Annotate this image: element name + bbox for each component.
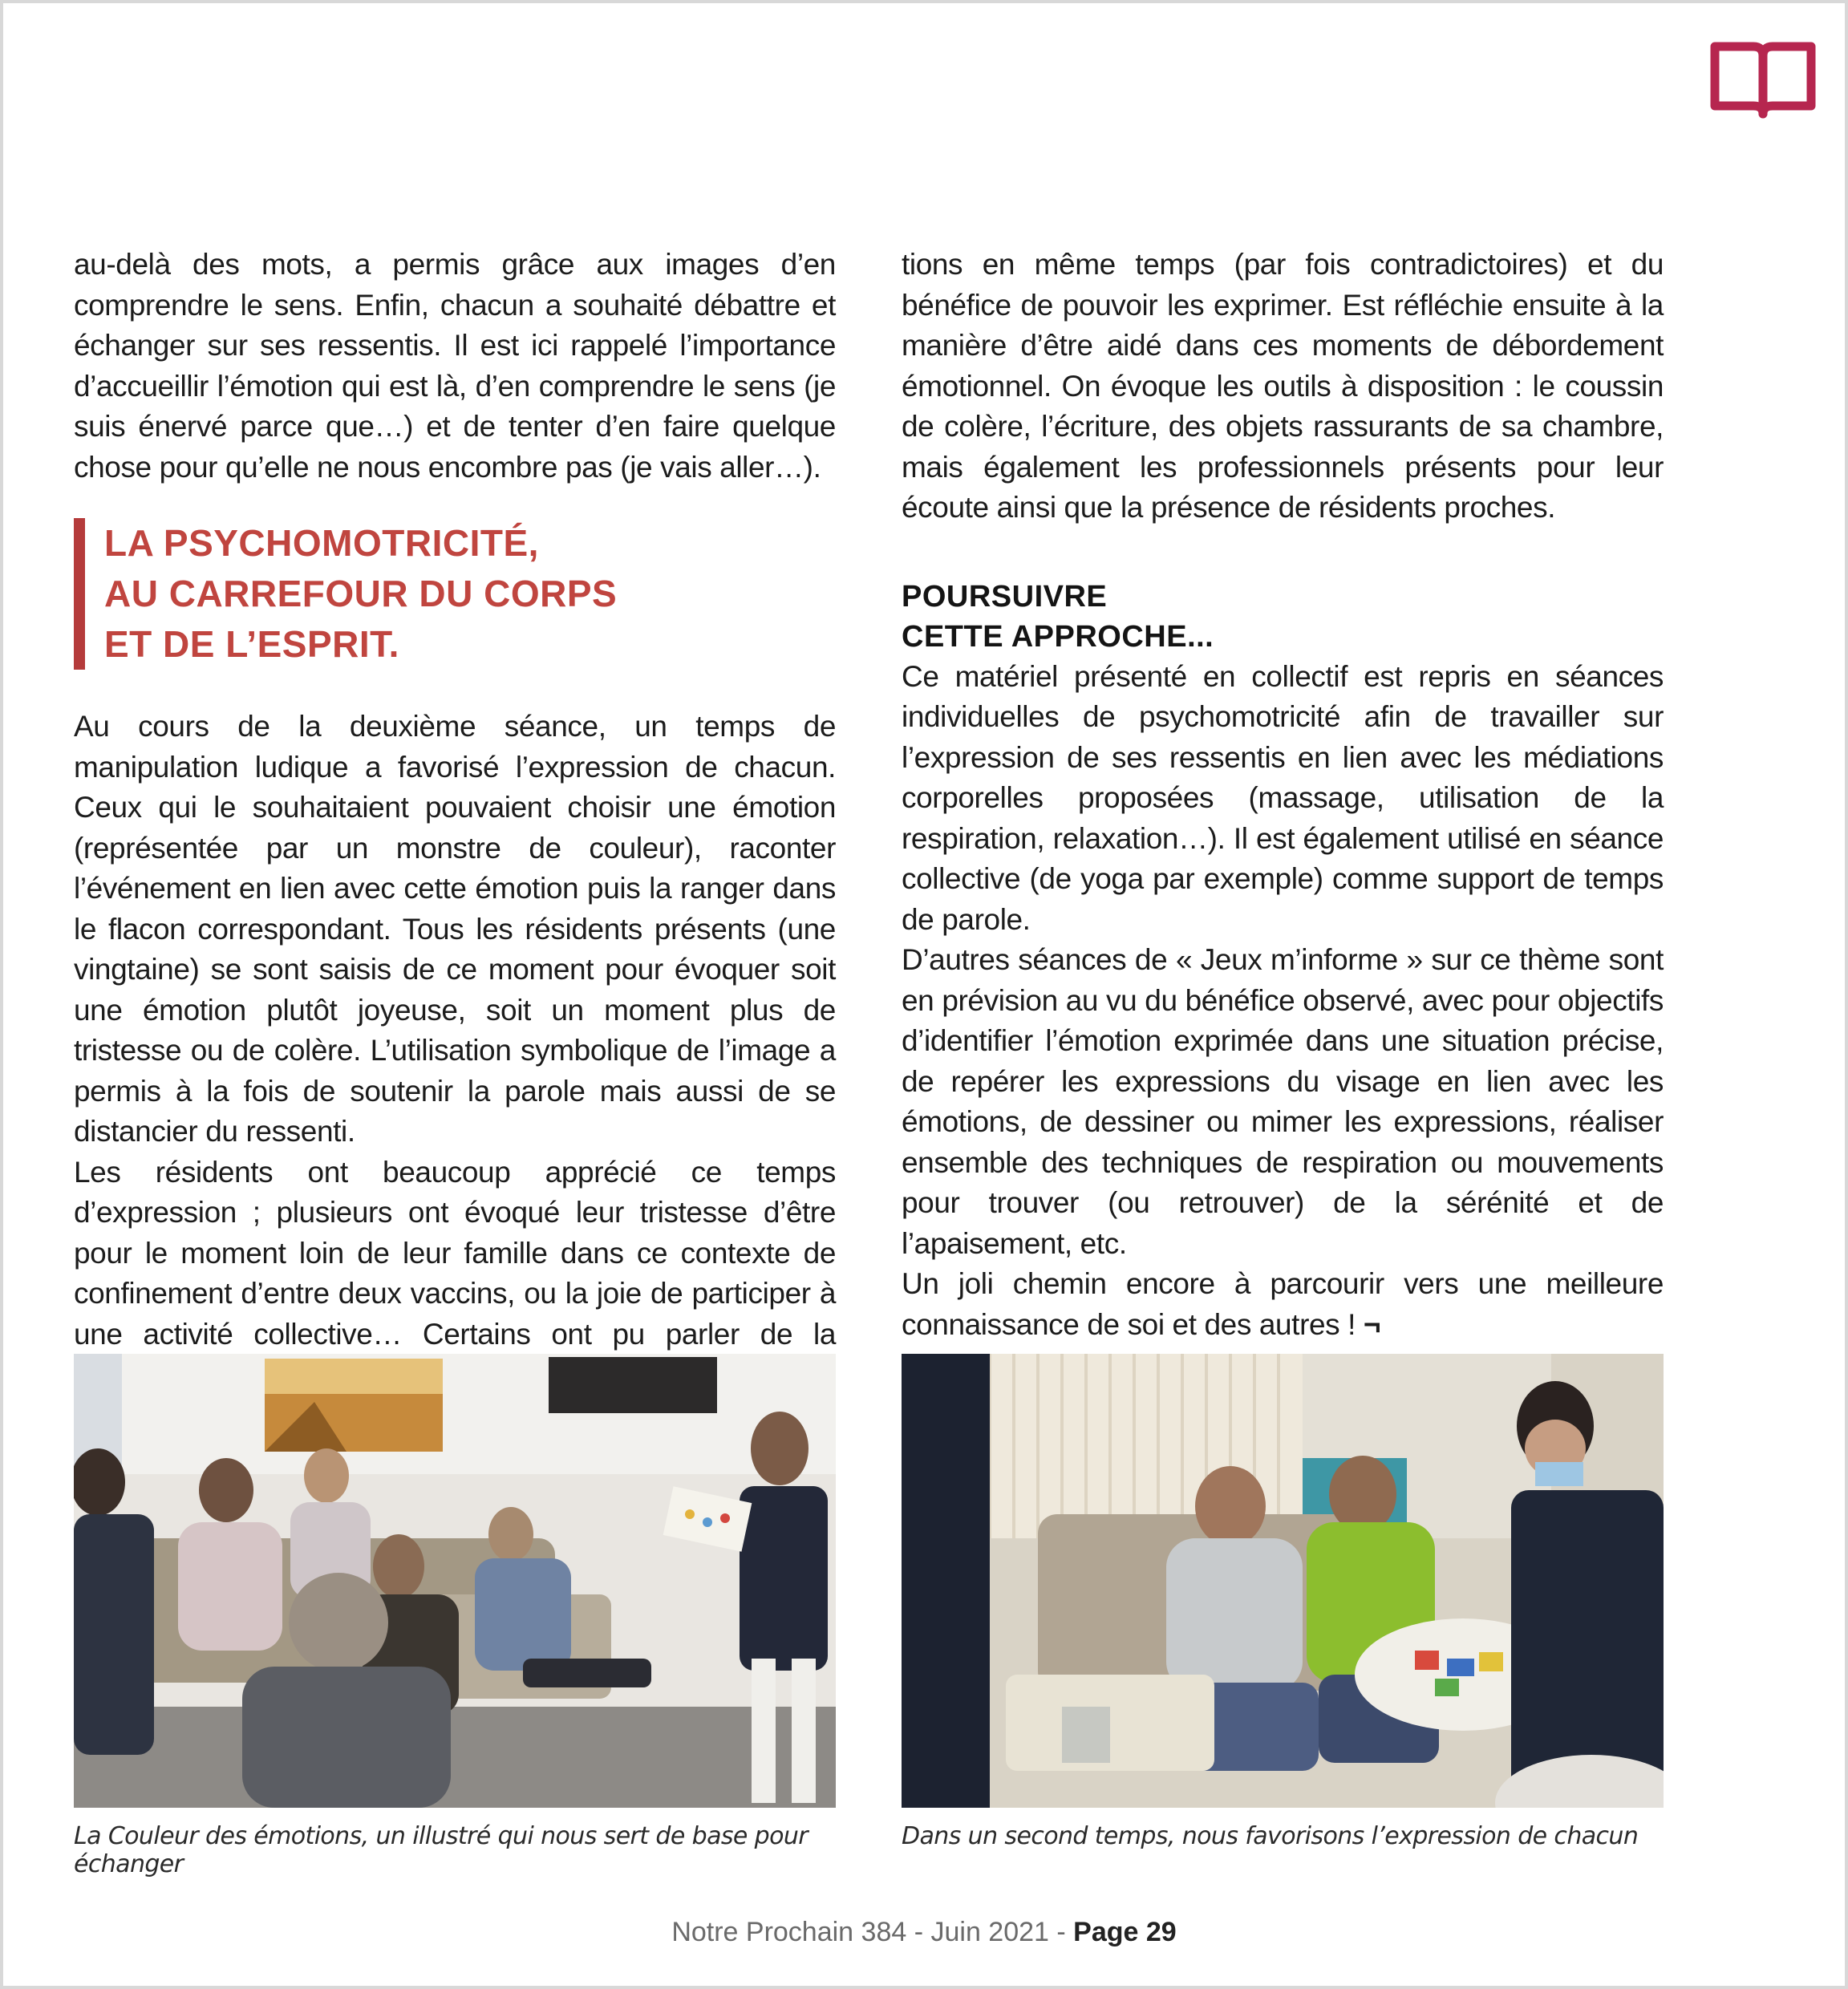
end-mark-icon: ¬ (1363, 1307, 1381, 1341)
body-paragraph: Les résidents ont beaucoup apprécié ce temps d’expression ; plusieurs ont évoqué leur tristesse d’être pour le moment loin de leur famille dans ce contexte de confinement d’entre deux vaccins, ou la joie de participer à une activité collective… Certains ont pu parler de la (74, 1155, 836, 1351)
section-heading-psychomotricite (74, 518, 836, 670)
body-paragraph: Ce matériel présenté en collectif est repris en séances individuelles de psychomotricité afin de travailler sur l’expression de ses ressentis en lien avec les médiations corporelles proposées (massage, utilisation de la respiration, relaxation…). Il est également utilisé en séance collective (de yoga par exemple) comme support de temps de parole. (902, 659, 1664, 936)
section-heading-poursuivre (902, 577, 1664, 657)
right-column (902, 245, 1664, 1345)
photo-caption-left: La Couleur des émotions, un illustré qui nous sert de base pour échanger (74, 1822, 808, 1878)
heading-line: CETTE APPROCHE... (902, 619, 1214, 654)
heading-line: POURSUIVRE (902, 579, 1108, 614)
intro-paragraph: au-delà des mots, a permis grâce aux images d’en comprendre le sens. Enfin, chacun a souhaité débattre et échanger sur ses ressentis. Il est ici rappelé l’importance d’accueillir l’émotion qui est là, d’en comprendre le sens (je suis énervé parce que…) et de tenter d’en faire quelque chose pour qu’elle ne nous encombre pas (je vais aller…). (74, 248, 836, 484)
heading-line: ET DE L’ESPRIT. (104, 623, 399, 665)
footer-publication: Notre Prochain 384 - Juin 2021 - (671, 1917, 1066, 1947)
page-footer (0, 1917, 1848, 1948)
photo-group-session (74, 1354, 836, 1808)
heading-line: LA PSYCHOMOTRICITÉ, (104, 522, 539, 564)
closing-paragraph (902, 1264, 1664, 1345)
photo-individual-session (902, 1354, 1664, 1808)
closing-text: Un joli chemin encore à parcourir vers une meilleure connaissance de soi et des autres ! (902, 1267, 1664, 1341)
book-icon (1708, 40, 1818, 120)
body-paragraph: tions en même temps (par fois contradictoires) et du bénéfice de pouvoir les exprimer. Est réfléchie ensuite à la manière d’être aidé dans ces moments de débordement émotionnel. On évoque les outils à disposition : le coussin de colère, l’écriture, des objets rassurants de sa chambre, mais également les professionnels présents pour leur écoute ainsi que la présence de résidents proches. (902, 248, 1664, 524)
body-paragraph: Au cours de la deuxième séance, un temps de manipulation ludique a favorisé l’expression de chacun. Ceux qui le souhaitaient pouvaient choisir une émotion (représentée par un monstre de couleur), raconter l’événement en lien avec cette émotion puis la ranger dans le flacon correspondant. Tous les résidents présents (une vingtaine) se sont saisis de ce moment pour évoquer soit une émotion plutôt joyeuse, soit un moment plus de tristesse ou de colère. L’utilisation symbolique de l’image a permis à la fois de soutenir la parole mais aussi de se distancier du ressenti. (74, 710, 836, 1148)
photo-caption-right: Dans un second temps, nous favorisons l’expression de chacun (902, 1822, 1639, 1850)
page-number: Page 29 (1073, 1917, 1177, 1947)
left-column (74, 245, 836, 1396)
heading-line: AU CARREFOUR DU CORPS (104, 573, 618, 614)
body-paragraph: D’autres séances de « Jeux m’informe » sur ce thème sont en prévision au vu du bénéfice observé, avec pour objectifs d’identifier l’émotion exprimée dans une situation précise, de repérer les expressions du visage en lien avec les émotions, de dessiner ou mimer les expressions, réaliser ensemble des techniques de respiration ou mouvements pour trouver (ou retrouver) de la sérénité et de l’apaisement, etc. (902, 943, 1664, 1260)
